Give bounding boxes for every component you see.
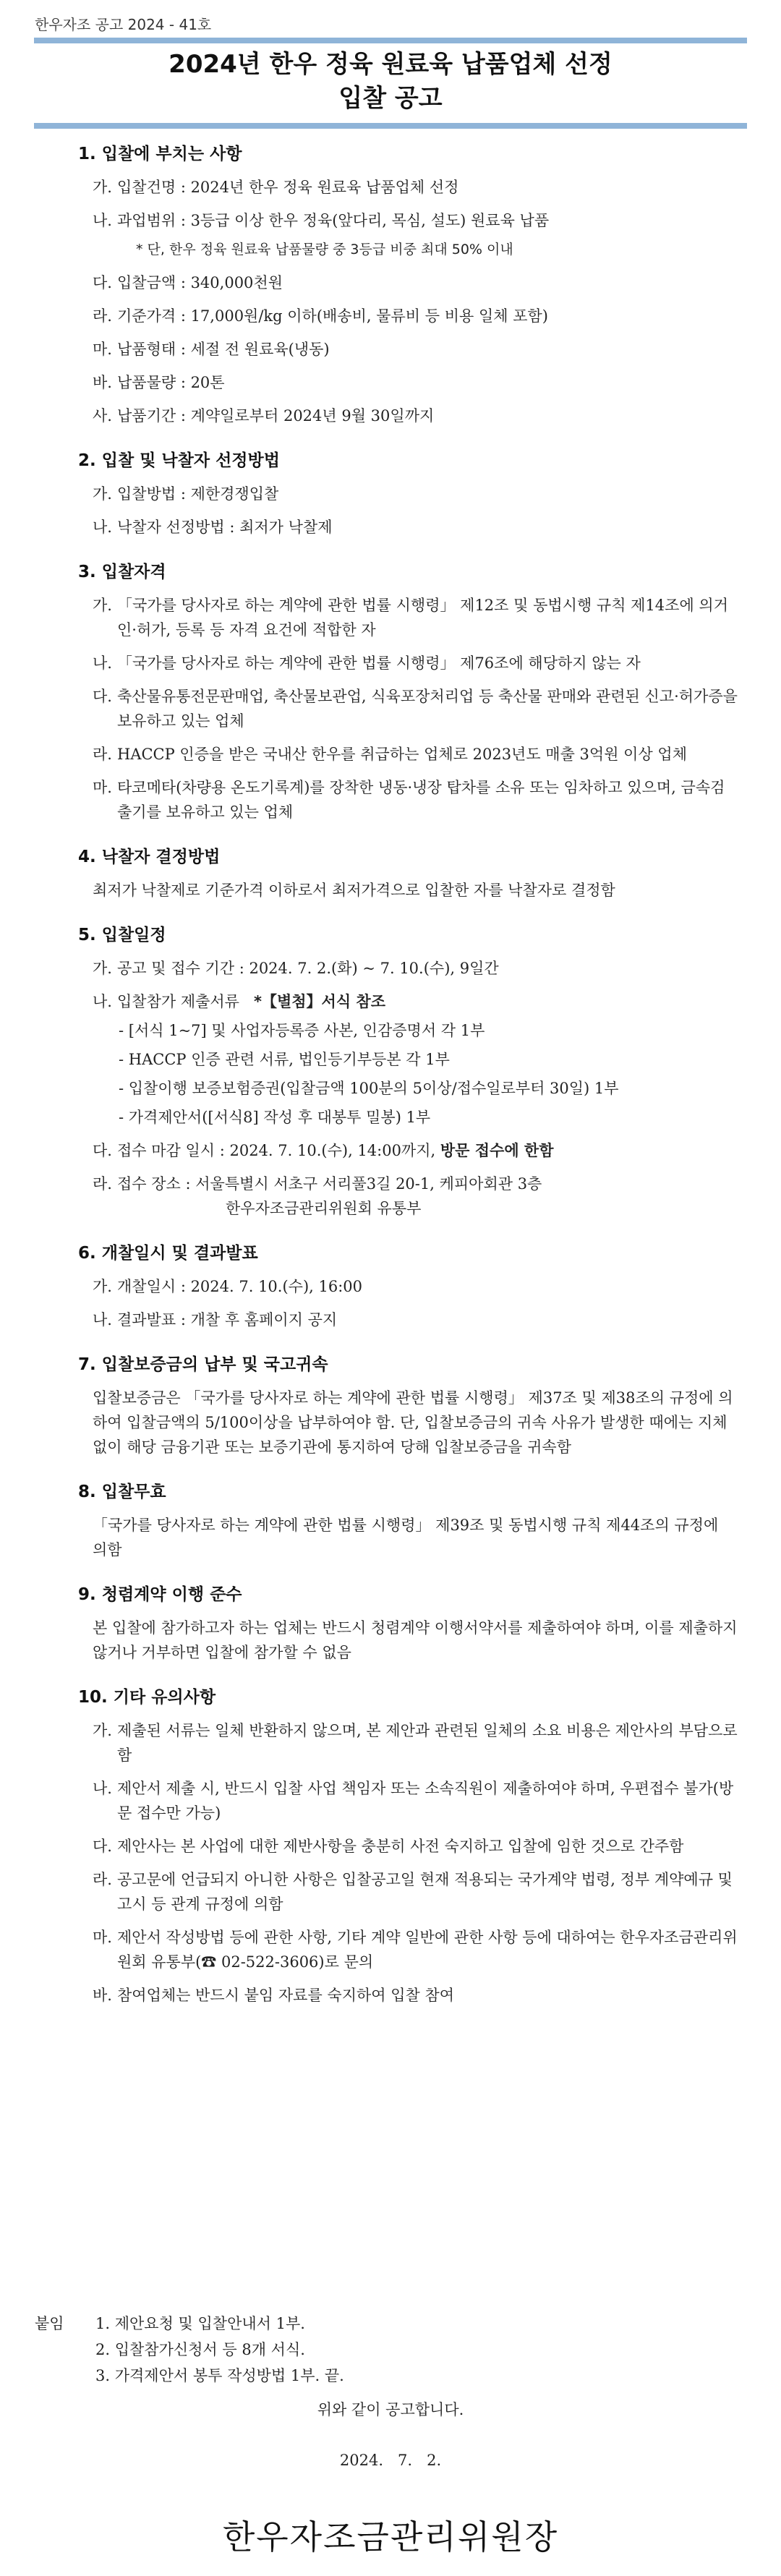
item-text: 납품물량 : 20톤 [117, 374, 225, 391]
item-text: 낙찰자 선정방법 : 최저가 낙찰제 [117, 519, 333, 536]
notice-body [72, 142, 738, 2028]
list-item [93, 1983, 738, 2008]
section-heading: 9. 청렴계약 이행 준수 [78, 1585, 242, 1604]
section-7 [72, 1352, 738, 1459]
item-label: 다. [93, 1142, 112, 1159]
item-label: 가. [93, 960, 112, 977]
section-6 [72, 1241, 738, 1332]
list-item [93, 742, 738, 767]
attachment-label: 붙임 [35, 2315, 64, 2332]
section-heading: 1. 입찰에 부치는 사항 [78, 145, 242, 163]
item-text: 납품형태 : 세절 전 원료육(냉동) [117, 341, 330, 358]
section-4 [72, 845, 738, 903]
section-paragraph: 입찰보증금은 「국가를 당사자로 하는 계약에 관한 법률 시행령」 제37조 및 제38조의 규정에 의하여 입찰금액의 5/100이상을 납부하여야 함. 단, 입찰보증금의 귀속 사유가 발생한 때에는 지체없이 해당 금융기관 또는 보증기관에 통지하여 당해 입찰보증금을 귀속함 [93, 1389, 733, 1456]
title-line-1: 2024년 한우 정육 원료육 납품업체 선정 [168, 50, 613, 79]
item-label: 다. [93, 688, 112, 705]
closing-statement: 위와 같이 공고합니다. [317, 2401, 464, 2418]
attachment-indent [35, 2363, 95, 2389]
list-item [93, 404, 738, 428]
item-label: 마. [93, 341, 112, 358]
item-text: 입찰방법 : 제한경쟁입찰 [117, 485, 279, 503]
list-item [93, 684, 738, 733]
attachment-indent [35, 2337, 95, 2363]
list-item [93, 1274, 738, 1299]
item-text: 「국가를 당사자로 하는 계약에 관한 법률 시행령」 제12조 및 동법시행 규칙 제14조에 의거 인·허가, 등록 등 자격 요건에 적합한 자 [117, 597, 728, 639]
attachment-list [35, 2311, 344, 2389]
list-item [93, 1308, 738, 1332]
item-label: 바. [93, 1987, 112, 2004]
list-item [93, 989, 738, 1014]
list-item [93, 1138, 738, 1163]
section-heading: 7. 입찰보증금의 납부 및 국고귀속 [78, 1355, 328, 1374]
section-paragraph: 최저가 낙찰제로 기준가격 이하로서 최저가격으로 입찰한 자를 낙찰자로 결정함 [93, 882, 615, 899]
list-item [93, 593, 738, 642]
section-3 [72, 560, 738, 824]
list-item [93, 1834, 738, 1859]
list-item [93, 482, 738, 506]
item-text: 결과발표 : 개찰 후 홈페이지 공지 [117, 1311, 338, 1328]
item-text: 개찰일시 : 2024. 7. 10.(수), 16:00 [117, 1278, 363, 1295]
item-label: 나. [93, 654, 112, 672]
required-document: - 입찰이행 보증보험증권(입찰금액 100분의 5이상/접수일로부터 30일) 1부 [119, 1080, 619, 1097]
item-label: 다. [93, 1838, 112, 1855]
item-text: 기준가격 : 17,000원/kg 이하(배송비, 물류비 등 비용 일체 포함) [117, 307, 548, 325]
attachment-item: 3. 가격제안서 봉투 작성방법 1부. 끝. [95, 2367, 344, 2384]
item-label: 나. [93, 519, 112, 536]
item-label: 라. [93, 1871, 112, 1888]
item-label: 사. [93, 407, 112, 425]
item-label: 나. [93, 1311, 112, 1328]
section-heading: 5. 입찰일정 [78, 926, 166, 944]
item-text: 과업범위 : 3등급 이상 한우 정육(앞다리, 목심, 설도) 원료육 납품 [117, 212, 550, 229]
item-text: 접수 마감 일시 : 2024. 7. 10.(수), 14:00까지, [117, 1142, 436, 1159]
list-item [93, 775, 738, 824]
visit-only-notice: 방문 접수에 한함 [440, 1142, 554, 1159]
section-paragraph: 「국가를 당사자로 하는 계약에 관한 법률 시행령」 제39조 및 동법시행 규칙 제44조의 규정에 의함 [93, 1517, 719, 1558]
item-note: * 단, 한우 정육 원료육 납품물량 중 3등급 비중 최대 50% 이내 [136, 242, 513, 257]
required-document: - 가격제안서([서식8] 작성 후 대봉투 밀봉) 1부 [119, 1109, 431, 1126]
attachment-item: 2. 입찰참가신청서 등 8개 서식. [95, 2341, 305, 2358]
list-item [93, 515, 738, 539]
section-heading: 8. 입찰무효 [78, 1483, 166, 1501]
required-document: - HACCP 인증 관련 서류, 법인등기부등본 각 1부 [119, 1051, 450, 1068]
item-text: 공고 및 접수 기간 : 2024. 7. 2.(화) ~ 7. 10.(수), 9일간 [117, 960, 499, 977]
item-label: 나. [93, 1780, 112, 1797]
list-item [93, 270, 738, 295]
title-bottom-rule [34, 123, 747, 129]
item-text-continued: 한우자조금관리위원회 유통부 [226, 1200, 422, 1217]
list-item [93, 651, 738, 675]
item-text: 타코메타(차량용 온도기록계)를 장착한 냉동·냉장 탑차를 소유 또는 임차하고 있으며, 금속검출기를 보유하고 있는 업체 [117, 779, 725, 821]
title-line-2: 입찰 공고 [338, 84, 443, 113]
item-label: 가. [93, 1722, 112, 1739]
title-block [34, 38, 747, 129]
item-text: 제안사는 본 사업에 대한 제반사항을 충분히 사전 숙지하고 입찰에 임한 것으로 간주함 [117, 1838, 684, 1855]
list-item [93, 175, 738, 200]
section-heading: 3. 입찰자격 [78, 563, 166, 581]
item-label: 바. [93, 374, 112, 391]
attachment-row [35, 2337, 344, 2363]
title-top-rule [34, 38, 747, 43]
item-text: 공고문에 언급되지 아니한 사항은 입찰공고일 현재 적용되는 국가계약 법령, 정부 계약예규 및 고시 등 관계 규정에 의함 [117, 1871, 733, 1913]
section-1 [72, 142, 738, 428]
list-item [93, 337, 738, 362]
item-text: HACCP 인증을 받은 국내산 한우를 취급하는 업체로 2023년도 매출 3억원 이상 업체 [117, 746, 687, 763]
attachment-row [35, 2311, 344, 2337]
item-label: 나. [93, 212, 112, 229]
section-paragraph: 본 입찰에 참가하고자 하는 업체는 반드시 청렴계약 이행서약서를 제출하여야 하며, 이를 제출하지 않거나 거부하면 입찰에 참가할 수 없음 [93, 1619, 738, 1661]
section-2 [72, 448, 738, 539]
list-item [93, 1925, 738, 1974]
item-text: 제안서 작성방법 등에 관한 사항, 기타 계약 일반에 관한 사항 등에 대하여는 한우자조금관리위원회 유통부(☎ 02-522-3606)로 문의 [117, 1929, 738, 1971]
item-label: 나. [93, 993, 112, 1010]
section-8 [72, 1480, 738, 1562]
section-9 [72, 1582, 738, 1665]
notice-date: 2024. 7. 2. [339, 2452, 442, 2469]
item-label: 라. [93, 746, 112, 763]
attachment-row [35, 2363, 344, 2389]
item-text: 참여업체는 반드시 붙임 자료를 숙지하여 입찰 참여 [117, 1987, 455, 2004]
list-item [93, 1172, 738, 1221]
list-item [93, 1867, 738, 1916]
item-text: 제출된 서류는 일체 반환하지 않으며, 본 제안과 관련된 일체의 소요 비용은 제안사의 부담으로 함 [117, 1722, 738, 1764]
list-item [93, 1776, 738, 1825]
list-item [93, 370, 738, 395]
item-label: 라. [93, 307, 112, 325]
list-item [93, 1718, 738, 1767]
item-label: 다. [93, 274, 112, 291]
document-title [34, 43, 747, 123]
item-label: 라. [93, 1175, 112, 1193]
item-text: 입찰금액 : 340,000천원 [117, 274, 283, 291]
item-text: 제안서 제출 시, 반드시 입찰 사업 책임자 또는 소속직원이 제출하여야 하며, 우편접수 불가(방문 접수만 가능) [117, 1780, 734, 1822]
section-10 [72, 1685, 738, 2008]
section-heading: 10. 기타 유의사항 [78, 1688, 216, 1707]
item-text: 접수 장소 : 서울특별시 서초구 서리풀3길 20-1, 케피아회관 3층 [117, 1175, 542, 1193]
attachment-item: 1. 제안요청 및 입찰안내서 1부. [95, 2315, 305, 2332]
list-item [93, 304, 738, 328]
item-text: 입찰참가 제출서류 [117, 993, 239, 1010]
section-heading: 6. 개찰일시 및 결과발표 [78, 1244, 258, 1263]
section-heading: 2. 입찰 및 낙찰자 선정방법 [78, 451, 280, 470]
item-label: 마. [93, 1929, 112, 1946]
list-item [93, 208, 738, 233]
item-body [117, 1138, 738, 1163]
attachment-reference: *【별첨】서식 참조 [254, 993, 386, 1010]
item-text: 「국가를 당사자로 하는 계약에 관한 법률 시행령」 제76조에 해당하지 않는 자 [117, 654, 641, 672]
item-body [117, 989, 738, 1014]
item-label: 가. [93, 485, 112, 503]
notice-number: 한우자조 공고 2024 - 41호 [35, 16, 212, 33]
section-5 [72, 923, 738, 1221]
required-document: - [서식 1~7] 및 사업자등록증 사본, 인감증명서 각 1부 [119, 1022, 485, 1039]
section-heading: 4. 낙찰자 결정방법 [78, 848, 221, 866]
item-label: 가. [93, 1278, 112, 1295]
list-item [93, 956, 738, 981]
item-text: 입찰건명 : 2024년 한우 정육 원료육 납품업체 선정 [117, 179, 459, 196]
issuer-name: 한우자조금관리위원장 [222, 2517, 559, 2556]
item-body [117, 1172, 738, 1221]
item-label: 가. [93, 597, 112, 614]
item-label: 가. [93, 179, 112, 196]
item-label: 마. [93, 779, 112, 796]
item-text: 축산물유통전문판매업, 축산물보관업, 식육포장처리업 등 축산물 판매와 관련된 신고·허가증을 보유하고 있는 업체 [117, 688, 738, 730]
item-text: 납품기간 : 계약일로부터 2024년 9월 30일까지 [117, 407, 435, 425]
